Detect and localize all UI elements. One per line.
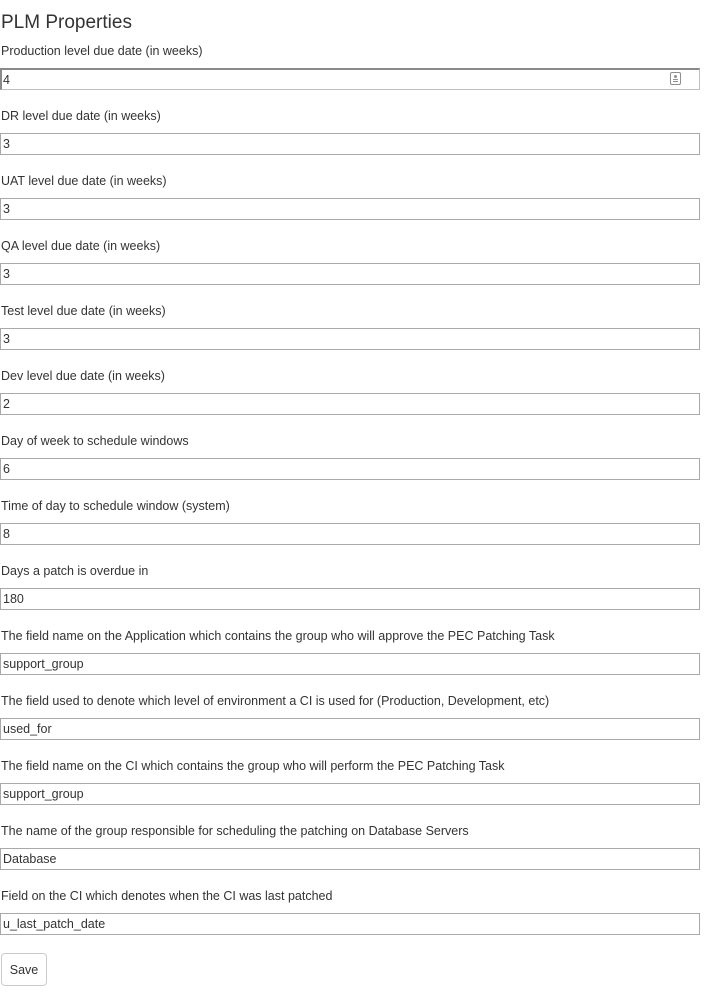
test-due-input[interactable] [0, 328, 700, 350]
property-field-uat-due [0, 172, 728, 237]
field-label: The field name on the Application which contains the group who will approve the PEC Patching Task [1, 629, 555, 643]
field-label: Dev level due date (in weeks) [1, 369, 165, 383]
perform-group-field-input[interactable] [0, 783, 700, 805]
schedule-day-input[interactable] [0, 458, 700, 480]
field-label: Production level due date (in weeks) [1, 44, 203, 58]
property-field-test-due [0, 302, 728, 367]
overdue-days-input[interactable] [0, 588, 700, 610]
qa-due-input[interactable] [0, 263, 700, 285]
field-label: The field used to denote which level of environment a CI is used for (Production, Development, etc) [1, 694, 550, 708]
page-title: PLM Properties [1, 12, 132, 33]
production-due-input[interactable] [0, 68, 700, 90]
field-label: Field on the CI which denotes when the CI was last patched [1, 889, 333, 903]
schedule-time-input[interactable] [0, 523, 700, 545]
field-label: The name of the group responsible for scheduling the patching on Database Servers [1, 824, 469, 838]
property-field-schedule-day [0, 432, 728, 497]
property-field-approval-group [0, 627, 728, 692]
field-label: UAT level due date (in weeks) [1, 174, 167, 188]
field-label: QA level due date (in weeks) [1, 239, 161, 253]
property-field-perform-group [0, 757, 728, 822]
field-label: Test level due date (in weeks) [1, 304, 166, 318]
field-label: The field name on the CI which contains the group who will perform the PEC Patching Task [1, 759, 505, 773]
property-field-dev-due [0, 367, 728, 432]
environment-level-field-input[interactable] [0, 718, 700, 740]
uat-due-input[interactable] [0, 198, 700, 220]
property-field-last-patched [0, 887, 728, 952]
field-label: DR level due date (in weeks) [1, 109, 161, 123]
approval-group-field-input[interactable] [0, 653, 700, 675]
contact-card-icon[interactable] [670, 72, 681, 85]
property-field-overdue-days [0, 562, 728, 627]
last-patched-field-input[interactable] [0, 913, 700, 935]
property-field-schedule-time [0, 497, 728, 562]
property-field-dr-due [0, 107, 728, 172]
dr-due-input[interactable] [0, 133, 700, 155]
database-group-input[interactable] [0, 848, 700, 870]
save-button[interactable]: Save [1, 953, 47, 986]
property-field-production-due [0, 42, 728, 107]
field-label: Day of week to schedule windows [1, 434, 189, 448]
dev-due-input[interactable] [0, 393, 700, 415]
properties-form [0, 42, 728, 952]
property-field-qa-due [0, 237, 728, 302]
field-label: Days a patch is overdue in [1, 564, 149, 578]
property-field-database-group [0, 822, 728, 887]
field-label: Time of day to schedule window (system) [1, 499, 230, 513]
property-field-environment-level [0, 692, 728, 757]
